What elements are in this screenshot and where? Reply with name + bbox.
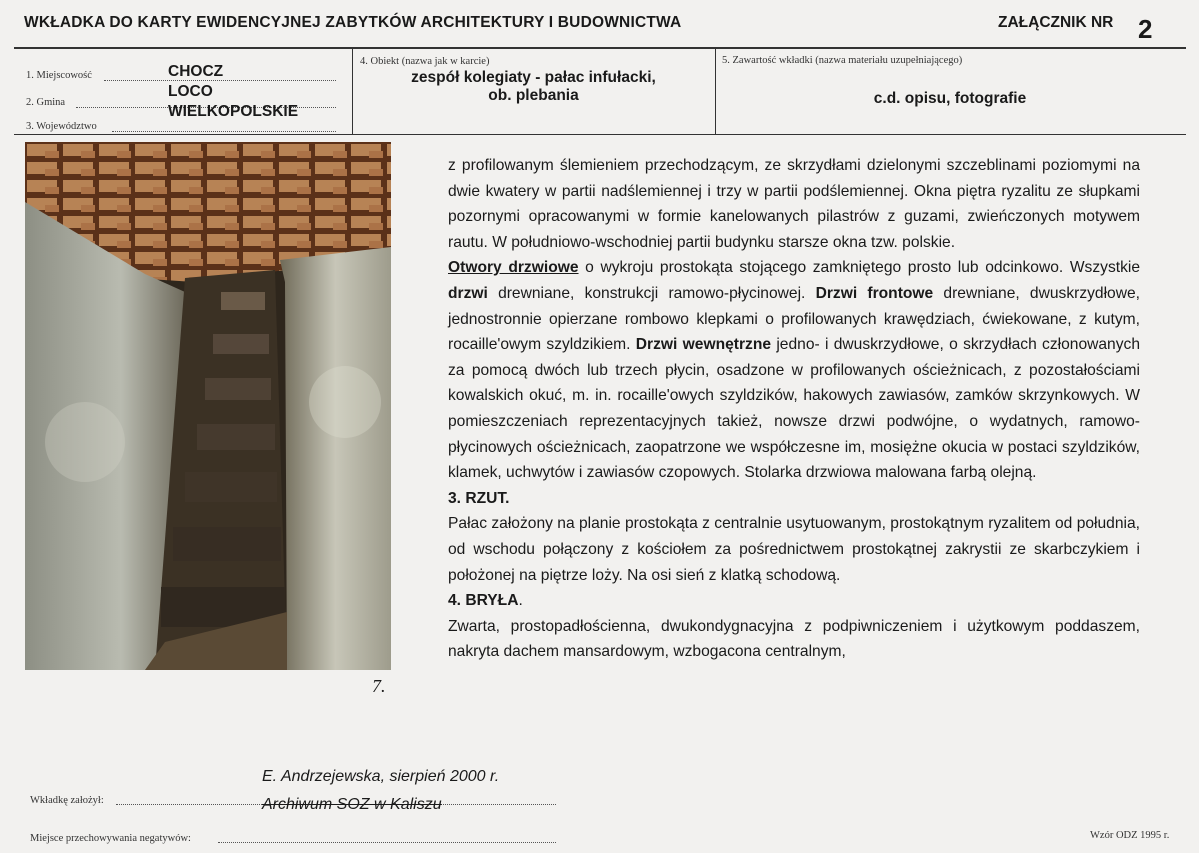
photo-caption: 7.	[372, 676, 386, 696]
bryla-heading-dot: .	[518, 592, 523, 610]
staircase-photo	[25, 142, 391, 670]
obiekt-value-line-2: ob. plebania	[488, 87, 579, 104]
wojewodztwo-value: WIELKOPOLSKIE	[168, 103, 299, 120]
rzut-paragraph: Pałac założony na planie prostokąta z centralnie usytuowanym, prostokątnym ryzalitem od południa, od wschodu połączony z kościołem za pośrednictwem prostokątnej zakrystii ze skarbczykiem i położonej na piętrze loży. Na osi sień z klatką schodową.	[448, 515, 1140, 584]
miejscowosc-label: 1. Miejscowość	[26, 70, 92, 81]
bryla-heading: 4. BRYŁA	[448, 592, 519, 610]
doors-paragraph	[448, 255, 1140, 485]
miejscowosc-value: CHOCZ	[168, 63, 224, 80]
archive-line: Archiwum SOZ w Kaliszu	[262, 796, 442, 813]
fields-divider-1	[352, 49, 353, 134]
rzut-heading: 3. RZUT.	[448, 489, 510, 507]
gmina-label: 2. Gmina	[26, 97, 66, 108]
zawartosc-label: 5. Zawartość wkładki (nazwa materiału uzupełniającego)	[722, 55, 963, 66]
wojewodztwo-label: 3. Województwo	[26, 121, 97, 132]
doors-bold-1: drzwi	[448, 284, 488, 302]
doors-text-1: o wykroju prostokąta stojącego zamkniętego prosto lub odcinkowo. Wszystkie	[578, 259, 1141, 277]
author-line: E. Andrzejewska, sierpień 2000 r.	[262, 768, 500, 785]
annex-label: ZAŁĄCZNIK NR	[998, 14, 1114, 31]
obiekt-value-line-1: zespół kolegiaty - pałac infułacki,	[411, 69, 656, 86]
bryla-heading-line	[448, 588, 1140, 614]
negatywy-dots	[218, 842, 556, 843]
wojewodztwo-dots	[112, 131, 336, 132]
annex-number: 2	[1138, 14, 1153, 44]
doors-heading: Otwory drzwiowe	[448, 259, 579, 277]
obiekt-label: 4. Obiekt (nazwa jak w karcie)	[360, 56, 490, 67]
description-text	[448, 153, 1140, 665]
zalozyl-label: Wkładkę założył:	[30, 795, 104, 806]
doors-bold-2: Drzwi frontowe	[815, 284, 934, 302]
zawartosc-value: c.d. opisu, fotografie	[873, 90, 1027, 107]
windows-paragraph: z profilowanym ślemieniem przechodzącym, ze skrzydłami dzielonymi szczeblinami poziomymi na dwie kwatery w partii nadślemiennej i trzy w partii podślemiennej. Okna piętra ryzalitu ze słupkami pozornymi opracowanymi w formie kanelowanych pilastrów z guzami, zwieńczonych motywem rautu. W południowo-wschodniej partii budynku starsze okna tzw. polskie.	[448, 157, 1140, 251]
negatywy-label: Miejsce przechowywania negatywów:	[30, 833, 191, 844]
doors-text-2: drewniane, konstrukcji ramowo-płycinowej.	[487, 284, 816, 302]
doors-bold-3: Drzwi wewnętrzne	[635, 336, 772, 354]
form-title: WKŁADKA DO KARTY EWIDENCYJNEJ ZABYTKÓW ARCHITEKTURY I BUDOWNICTWA	[24, 14, 682, 31]
doors-text-3: drewniane, dwuskrzydłowe, jednostronnie opierzane rombowo klepkami o profilowanych krawędziach, ćwiekowane, z kutym, rocaille'owym szyldzikiem.	[448, 284, 1140, 354]
form-reference: Wzór ODZ 1995 r.	[1090, 830, 1170, 841]
gmina-value: LOCO	[168, 83, 213, 100]
doors-text-4: jedno- i dwuskrzydłowe, o skrzydłach członowanych za pomocą dwóch lub trzech płycin, osadzone w profilowanych ościeżnicach, z pozostałościami kowalskich okuć, m. in. rocaille'owych szyldzików, hakowych zawiasów, zamków skrzynkowych. W pomieszczeniach reprezentacyjnych takież, nowsze drzwi podwójne, o wydatnych, ramowo-płycinowych ościeżnicach, zaopatrzone we współczesne im, mosiężne okucia w postaci szyldzików, klamek, uchwytów i zawiasów czopowych. Stolarka drzwiowa malowana farbą olejną.	[448, 336, 1140, 482]
bryla-paragraph: Zwarta, prostopadłościenna, dwukondygnacyjna z podpiwniczeniem i użytkowym poddaszem, nakryta dachem mansardowym, wzbogacona centralnym,	[448, 617, 1140, 661]
fields-divider-2	[715, 49, 716, 134]
